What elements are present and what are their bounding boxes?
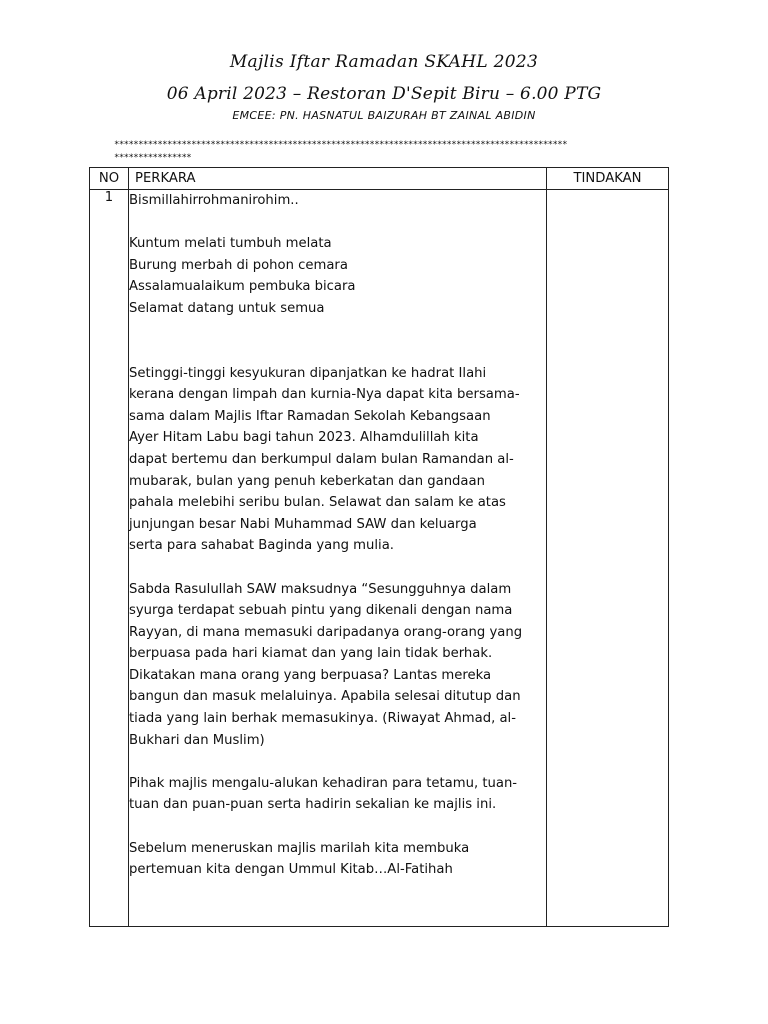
pantun-line: Selamat datang untuk semua [129, 300, 325, 316]
text-line: Pihak majlis mengalu-alukan kehadiran para tetamu, tuan- [129, 775, 518, 791]
paragraph-sabda [129, 579, 546, 752]
text-line: bangun dan masuk melaluinya. Apabila selesai ditutup dan [129, 689, 521, 705]
row-number: 1 [90, 190, 129, 927]
text-line: Rayyan, di mana memasuki daripadanya orang-orang yang [129, 624, 523, 640]
pantun-line: Burung merbah di pohon cemara [129, 257, 348, 273]
text-line: tuan dan puan-puan serta hadirin sekalian ke majlis ini. [129, 797, 497, 813]
paragraph-al-fatihah [129, 838, 546, 881]
text-line: Dikatakan mana orang yang berpuasa? Lantas mereka [129, 667, 492, 683]
text-line: mubarak, bulan yang penuh keberkatan dan gandaan [129, 473, 485, 489]
text-line: pertemuan kita dengan Ummul Kitab…Al-Fatihah [129, 862, 453, 878]
text-line: Sabda Rasulullah SAW maksudnya “Sesungguhnya dalam [129, 581, 512, 597]
table-header-row [90, 168, 669, 190]
pantun-verse [129, 233, 546, 319]
text-line: sama dalam Majlis Iftar Ramadan Sekolah Kebangsaan [129, 408, 491, 424]
text-line: serta para sahabat Baginda yang mulia. [129, 538, 394, 554]
column-header-tindakan: TINDAKAN [547, 168, 669, 190]
text-line: syurga terdapat sebuah pintu yang dikenali dengan nama [129, 603, 513, 619]
separator-line: ********************************************************************************************** [114, 140, 567, 150]
pantun-line: Assalamualaikum pembuka bicara [129, 279, 356, 295]
text-line: berpuasa pada hari kiamat dan yang lain tidak berhak. [129, 646, 493, 662]
text-line: Setinggi-tinggi kesyukuran dipanjatkan ke hadrat Ilahi [129, 365, 487, 381]
paragraph-alu-aluan [129, 773, 546, 816]
column-header-perkara: PERKARA [129, 168, 547, 190]
separator-line-continued: **************** [114, 153, 192, 163]
event-date-venue: 06 April 2023 – Restoran D'Sepit Biru – 6.00 PTG [166, 84, 602, 104]
table-row [90, 190, 669, 927]
pantun-line: Kuntum melati tumbuh melata [129, 236, 332, 252]
text-line: Ayer Hitam Labu bagi tahun 2023. Alhamdulillah kita [129, 430, 479, 446]
row-tindakan [547, 190, 669, 927]
text-line: kerana dengan limpah dan kurnia-Nya dapat kita bersama- [129, 387, 520, 403]
emcee-name: EMCEE: PN. HASNATUL BAIZURAH BT ZAINAL ABIDIN [232, 109, 536, 122]
text-line: Bukhari dan Muslim) [129, 732, 265, 748]
text-line: dapat bertemu dan berkumpul dalam bulan Ramandan al- [129, 451, 514, 467]
text-line: tiada yang lain berhak memasukinya. (Riwayat Ahmad, al- [129, 711, 516, 727]
paragraph-syukur [129, 363, 546, 557]
row-perkara [129, 190, 547, 927]
event-title: Majlis Iftar Ramadan SKAHL 2023 [229, 52, 539, 72]
text-line: junjungan besar Nabi Muhammad SAW dan keluarga [129, 516, 477, 532]
column-header-no: NO [90, 168, 129, 190]
text-line: pahala melebihi seribu bulan. Selawat dan salam ke atas [129, 495, 506, 511]
agenda-table [89, 167, 669, 927]
text-line: Sebelum meneruskan majlis marilah kita membuka [129, 840, 470, 856]
opening-line: Bismillahirrohmanirohim.. [129, 193, 299, 208]
